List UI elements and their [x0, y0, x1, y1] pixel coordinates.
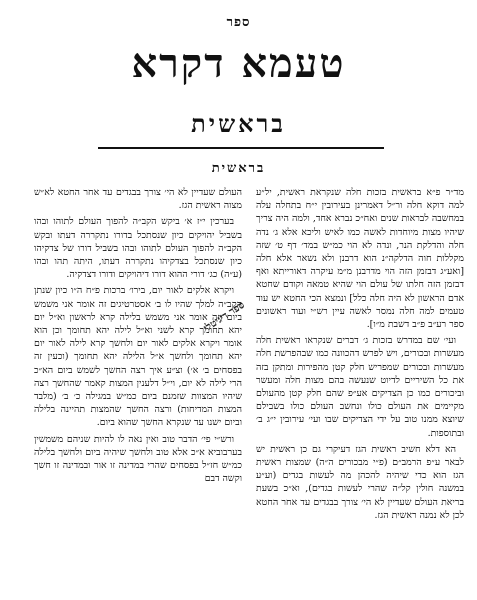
paragraph: מד״ר פ״א בראשית בזכות חלה שנקראת ראשית, יל״ע למה דוקא חלה ור״ל דאמרינן בעירובין י״ח בתחלה עלה במחשבה לבראות שנים ואח״כ נברא אחד, ולמה היה צריך שיהיו מצות מיוחדות לאשה כמו לאיש וליכא אלא ג׳ נדה חלה והדלקת הנר, ונדה לא הוי כמ״ש במד׳ דף ט׳ שזה מקללות חוה הדלקה״נ הוא דרבנן ולא נשאר אלא חלה [ואע״ג דבזמן הזה הוי מדרבנן מ״מ עיקרה דאורייתא ואף דבזמן הזה חלתו של עולם הוי שהיא טמאה וקודם שחטא אדם הראשון לא היה חלה כלל] ונמצא הכי החטא יש עוד טעמים למה חלה נמסר לאשה עיין רש״י ועוד ראשונים ספר רע״ב פ״ב דשבת מ״ו]. — [256, 187, 464, 331]
book-label: ספר — [226, 15, 251, 30]
paragraph: ויקרא אלקים לאור יום, בירו׳ ברכות פ״ח ה״ו כיון שנתן הקב״ה למלך שהיו לו ב׳ אסטרטיגים זה אומר אני משמש ביום וזה אומר אני משמש בלילה קרא לראשון וא״ל יום יהא תחומך קרא לשני וא״ל לילה יהא תחומך וכן הוא אומר ויקרא אלקים לאור יום ולחשך קרא לילה לאור יום יהא תחומך ולחשך א״ל הלילה יהא תחומך (וכעין זה בפסחים ב׳ א׳) וצ״ע איך רצה החשך לשמש ביום הא״כ הרי לילה לא יום, וי״ל דלענין המצות קאמר שהחשך רצה שיהיו המצוות שזמנם ביום כמ״ש במגילה כ׳ ב׳ (מלבד המצות המדיחות) ורצה החשך שהמצות תהיינה בלילה וביום ישנו עד שנקרא החשך שהוא ביום. — [34, 285, 242, 429]
right-column — [256, 186, 464, 596]
paragraph: ועי׳ שם במדרש בזכות ג׳ דברים שנקראו ראשית חלה מעשרות ובכורים, ויש לפרש דהכוונה כמו שבהפרשת חלה מעשרות ובכורים שמפריש חלק קטן מהפירות ומתקן בזה את כל השיריים לדיוט שנעשה בהם מצות חלה ומעשר וביכורים כמו כן הצדיקים אע״פ שהם חלק קטן מהעולם מקיימים את העולם כולו ונחשב העולם כולו בשבילם שיוצא ממנו טוב על ידי הצדיקים שבו ועי׳ עירובין י״ג ב׳ ובתוספות. — [256, 335, 464, 439]
book-subtitle: בראשית — [191, 109, 286, 138]
paragraph: העולם שעדיין לא הי׳ צורך בבגדים עד אחר החטא לא״ש מצוה ראשית הגז. — [34, 187, 242, 212]
watermark-stamp: ספר דיגיטלי — [202, 299, 247, 335]
paragraph: הא דלא חשיב ראשית הגז דעיקרי גם כן ראשית יש לבאר ע״פ הרמב״ם (פ״י מבכורים ה״ה) שמצות ראשית הגז הוא כדי שיהיה להכהן מה לעשות בגדים (וע״ע במשנה חולין קל״ה שהרי לעשות בגדים), וא״כ בשעת בריאת העולם שעדיין לא הי׳ צורך בבגדים עד אחר החטא לכן לא נמנה ראשית הגז. — [256, 443, 464, 521]
left-column — [34, 186, 242, 596]
paragraph: ורש״י פי׳ הדבר טוב ואין נאה לו להיות שניהם משמשין בערבוביא א״כ אלא טוב ולחשך שיהיה ביום ולחשך בלילה כמ״ש חז״ל בפסחים שהרי במדינה זו אור ובמדינה זו חשך וקשה דבם — [34, 433, 242, 485]
section-title: בראשית — [211, 161, 266, 176]
header-divider — [98, 147, 384, 149]
paragraph: בערכין י״ז א׳ ביקש הקב״ה להפוך העולם לתוהו ובהו בשביל יהויקים כיון שנסתכל בדורו נתקררה דעתו ובקש הקב״ה להפוך העולם לתוהו ובהו בשביל דורו של צדקיהו כיון שנסתכל בצדקיהו נתקררה דעתו, היתה תהו ובהו (ע״ה) כג׳ דורי ההוא דורו דיהויקים ודורו דצדקיה. — [34, 216, 242, 281]
book-title: טעמא דקרא — [131, 40, 346, 87]
